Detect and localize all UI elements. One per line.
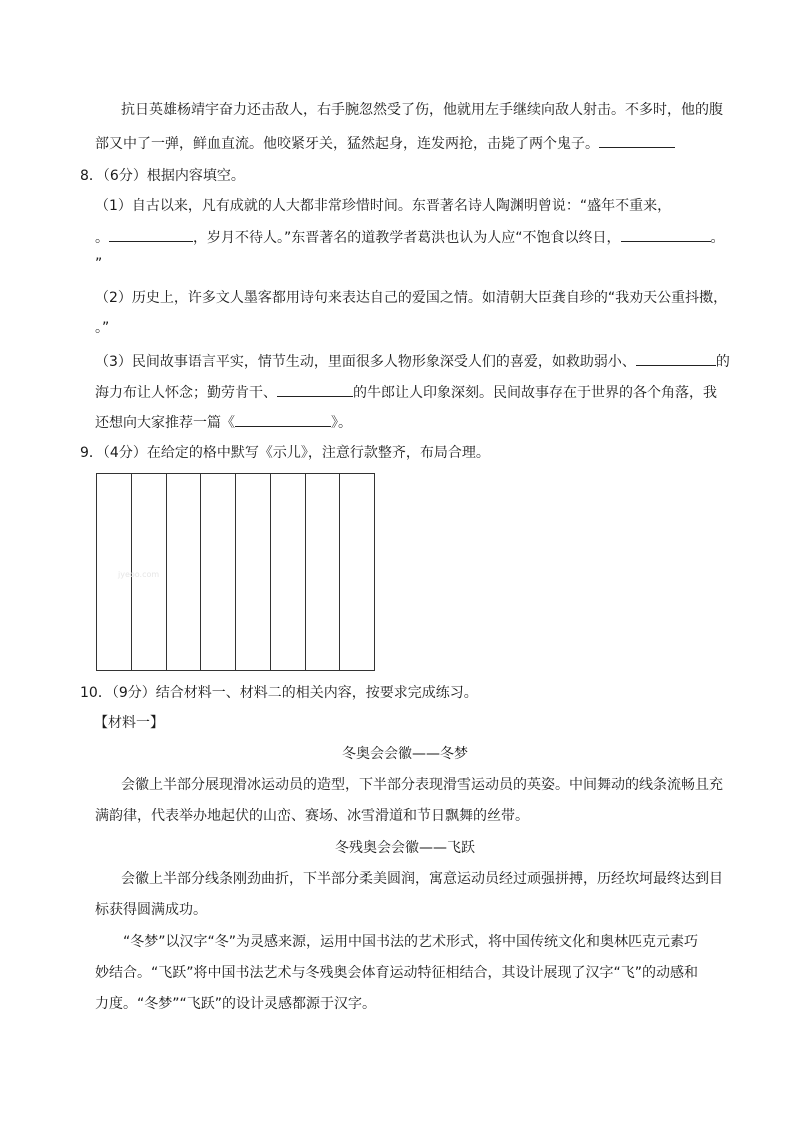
writing-column[interactable] xyxy=(201,474,236,670)
question-text: 海力布让人怀念；勤劳肯干、 xyxy=(95,385,277,401)
material-line: 满韵律，代表举办地起伏的山峦、赛场、冰雪滑道和节日飘舞的丝带。 xyxy=(95,808,529,824)
material-label: 【材料一】 xyxy=(94,715,164,731)
question-8-3-line xyxy=(95,351,730,372)
material-heading: 冬奥会会徽——冬梦 xyxy=(342,746,468,762)
question-text: 的 xyxy=(715,354,730,370)
answer-blank[interactable] xyxy=(235,412,331,427)
material-heading: 冬残奥会会徽——飞跃 xyxy=(335,840,475,856)
question-text: ，岁月不待人。”东晋著名的道教学者葛洪也认为人应“不饱食以终日， xyxy=(193,230,621,246)
question-text: 还想向大家推荐一篇《 xyxy=(95,415,235,431)
paragraph-text: 部又中了一弹，鲜血直流。他咬紧牙关，猛然起身，连发两抢，击毙了两个鬼子。 xyxy=(95,136,599,152)
question-8-2-line: 。” xyxy=(95,320,110,336)
answer-blank[interactable] xyxy=(621,227,711,242)
material-line: 力度。“冬梦”“飞跃”的设计灵感都源于汉字。 xyxy=(95,996,377,1012)
punctuation: 。 xyxy=(95,230,109,246)
question-8-2-line: （2）历史上，许多文人墨客都用诗句来表达自己的爱国之情。如清朝大臣龚自珍的“我劝天公重抖擞， xyxy=(95,290,728,306)
question-8-1-line: （1）自古以来，凡有成就的人大都非常珍惜时间。东晋著名诗人陶渊明曾说：“盛年不重来， xyxy=(95,198,672,214)
paragraph-line: 抗日英雄杨靖宇奋力还击敌人，右手腕忽然受了伤，他就用左手继续向敌人射击。不多时，他的腹 xyxy=(121,102,723,118)
material-line: 会徽上半部分线条刚劲曲折，下半部分柔美圆润，寓意运动员经过顽强拼搏，历经坎坷最终达到目 xyxy=(121,871,723,887)
question-10-title: 10．（9分）结合材料一、材料二的相关内容，按要求完成练习。 xyxy=(80,685,478,701)
question-8-title: 8．（6分）根据内容填空。 xyxy=(80,168,245,184)
writing-column[interactable] xyxy=(306,474,341,670)
material-line: 妙结合。“飞跃”将中国书法艺术与冬残奥会体育运动特征相结合，其设计展现了汉字“飞”的动感和 xyxy=(95,965,699,981)
material-line: 会徽上半部分展现滑冰运动员的造型，下半部分表现滑雪运动员的英姿。中间舞动的线条流畅且充 xyxy=(121,777,723,793)
writing-column[interactable] xyxy=(271,474,306,670)
material-line: 标获得圆满成功。 xyxy=(95,902,207,918)
writing-column[interactable] xyxy=(236,474,271,670)
question-text: （3）民间故事语言平实，情节生动，里面很多人物形象深受人们的喜爱，如救助弱小、 xyxy=(95,354,636,370)
watermark-text: jyeoo.com xyxy=(118,570,160,579)
question-8-3-line xyxy=(95,382,717,403)
answer-blank[interactable] xyxy=(636,351,716,366)
question-text: 》。 xyxy=(331,415,352,431)
question-8-1-line xyxy=(95,227,725,248)
answer-blank[interactable] xyxy=(599,133,675,148)
paragraph-line xyxy=(95,133,675,154)
writing-column[interactable] xyxy=(340,474,374,670)
question-text: 的牛郎让人印象深刻。民间故事存在于世界的各个角落，我 xyxy=(353,385,717,401)
answer-blank[interactable] xyxy=(109,227,193,242)
question-8-3-line xyxy=(95,412,352,433)
writing-column[interactable] xyxy=(167,474,202,670)
question-8-1-line: ” xyxy=(95,256,103,272)
punctuation: 。 xyxy=(710,230,725,246)
material-line: “冬梦”以汉字“冬”为灵感来源，运用中国书法的艺术形式，将中国传统文化和奥林匹克元素巧 xyxy=(123,934,699,950)
question-9-title: 9．（4分）在给定的格中默写《示儿》，注意行款整齐，布局合理。 xyxy=(80,445,490,461)
answer-blank[interactable] xyxy=(277,382,353,397)
